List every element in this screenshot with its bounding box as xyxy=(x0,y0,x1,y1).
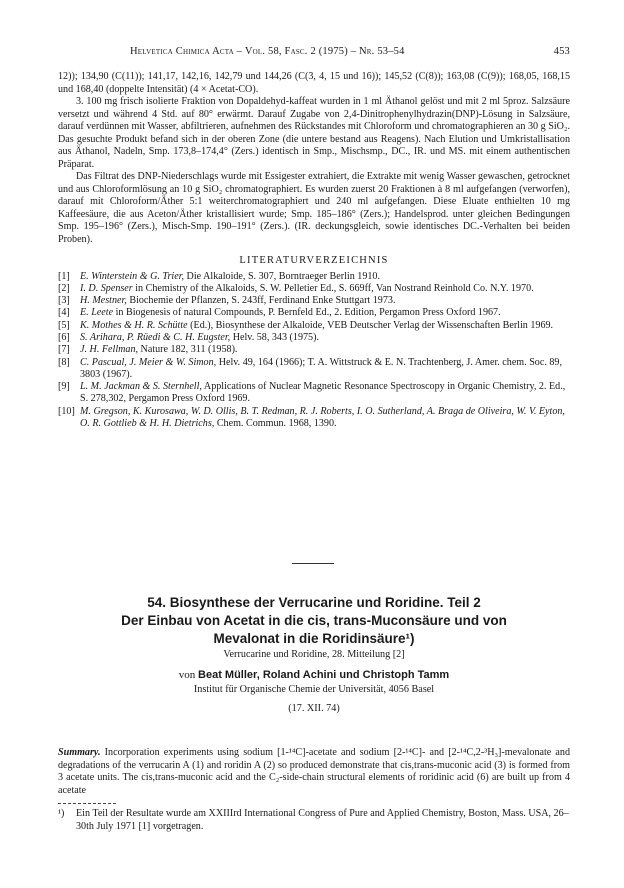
reference-number: [4] xyxy=(58,307,70,319)
reference-citation: in Biogenesis of natural Compounds, P. Bernfeld Ed., 2. Edition, Pergamon Press Oxford 1967. xyxy=(113,307,501,319)
journal-header: Helvetica Chimica Acta – Vol. 58, Fasc. 2 (1975) – Nr. 53–54 xyxy=(130,46,405,57)
reference-authors: S. Arihara, P. Rüedi & C. H. Eugster, xyxy=(80,331,231,343)
reference-number: [5] xyxy=(58,319,70,331)
reference-authors: H. Mestner, xyxy=(80,295,127,307)
summary-paragraph xyxy=(58,747,570,797)
reference-item xyxy=(58,357,570,382)
summary-label: Summary. xyxy=(58,747,101,758)
reference-citation: Nature 182, 311 (1958). xyxy=(138,344,238,356)
reference-item xyxy=(58,271,570,283)
reference-citation: Biochemie der Pflanzen, S. 243ff, Ferdinand Enke Stuttgart 1973. xyxy=(126,295,396,307)
footnote xyxy=(58,808,570,833)
footnote-text: Ein Teil der Resultate wurde am XXIIIrd International Congress of Pure and Applied Chemistry, Boston, Mass. USA, 26–30th July 1971 [1] vorgetragen. xyxy=(76,808,569,832)
reference-authors: I. D. Spenser xyxy=(80,282,133,294)
reference-authors: J. H. Fellman, xyxy=(80,344,139,356)
reference-number: [10] xyxy=(58,405,75,417)
reference-authors: E. Winterstein & G. Trier, xyxy=(80,270,185,282)
reference-item xyxy=(58,381,570,406)
article-header xyxy=(58,594,570,715)
reference-item xyxy=(58,332,570,344)
reference-citation: Applications of Nuclear Magnetic Resonance Spectroscopy in Organic Chemistry, 2. Ed., S. 278,302, Pergamon Press Oxford 1969. xyxy=(80,381,566,405)
von-text: von xyxy=(178,669,199,681)
reference-authors: K. Mothes & H. R. Schütte xyxy=(80,319,188,331)
reference-number: [6] xyxy=(58,331,70,343)
reference-citation: Die Alkaloide, S. 307, Borntraeger Berlin 1910. xyxy=(184,270,380,282)
summary-text: Incorporation experiments using sodium [1-¹⁴C]-acetate and sodium [2-¹⁴C]- and [2-¹⁴C,2-³H₃]-mevalonate and degradations of the verrucarin A (1) and roridin A (2) so produced demonstrate that cis,trans-muconic acid (3) is formed from 3 acetate units. The cis,trans-muconic acid and the C₂-side-chain structural elements of roridinic acid (6) are built up from 4 acetate xyxy=(58,747,570,796)
paragraph-filtrate: Das Filtrat des DNP-Niederschlags wurde mit Essigester extrahiert, die Extrakte mit wenig Wasser gewaschen, getrocknet und aus Chloroformlösung an 10 g SiO₂ chromatographiert. Es wurden zuerst 20 Fraktionen à 8 ml aufgefangen (verworfen), darauf mit Chloroform/Äther 5:1 weiterchromatographiert und 240 ml aufgefangen. Diese Eluate enthielten 10 mg Kaffeesäure, die aus Aceton/Äther kristallisiert wurde; Smp. 185–186° (Zers.); Handelsprod. unter gleichen Bedingungen Smp. 195–196° (Zers.), Misch-Smp. 190–191° (Zers.). (IR. deckungsgleich, sowie identisches DC.-Verhalten bei beiden Proben). xyxy=(58,171,570,245)
article-title-line-2: Der Einbau von Acetat in die cis, trans-Muconsäure und von xyxy=(121,613,507,628)
article-title-line-3: Mevalonat in die Roridinsäure¹) xyxy=(213,631,415,646)
reference-item xyxy=(58,295,570,307)
experimental-text xyxy=(58,71,570,430)
footnote-number: ¹) xyxy=(58,808,65,819)
reference-number: [8] xyxy=(58,356,70,368)
reference-item xyxy=(58,307,570,319)
reference-authors: E. Leete xyxy=(80,307,114,319)
reference-authors: M. Gregson, K. Kurosawa, W. D. Ollis, B. T. Redman, R. J. Roberts, I. O. Sutherland, A. Braga de Oliveira, W. V. Eyton, O. R. Gottlieb & H. H. Dietrichs, xyxy=(80,405,565,430)
institution: Institut für Organische Chemie der Universität, 4056 Basel xyxy=(193,684,435,695)
received-date: (17. XII. 74) xyxy=(288,703,340,714)
references-heading: LITERATURVERZEICHNIS xyxy=(239,255,389,266)
reference-item xyxy=(58,320,570,332)
reference-list xyxy=(58,271,570,431)
running-header xyxy=(58,46,570,62)
reference-item xyxy=(58,406,570,431)
article-subtitle: Verrucarine und Roridine, 28. Mitteilung [2] xyxy=(223,649,405,660)
reference-number: [1] xyxy=(58,270,70,282)
reference-citation: Chem. Commun. 1968, 1390. xyxy=(214,418,337,430)
page-number: 453 xyxy=(553,46,570,57)
section-divider xyxy=(292,563,334,564)
author-names: Beat Müller, Roland Achini und Christoph Tamm xyxy=(198,669,450,681)
paragraph-procedure-3: 3. 100 mg frisch isolierte Fraktion von Dopaldehyd-kaffeat wurden in 1 ml Äthanol gelöst und mit 2 ml 5proz. Salzsäure versetzt und während 4 Std. auf 80° erwärmt. Darauf Zugabe von 2,4-Dinitrophenylhydrazin(DNP)-Lösung in Salzsäure, darauf verdünnen mit Wasser, abfiltrieren, aufnehmen des Rückstandes mit Chloroform und chromatographieren an 30 g SiO₂. Das gesuchte Produkt befand sich in der oberen Zone (die untere bestand aus Reagens). Nach Elution und Umkristallisation aus Äthanol, Nadeln, Smp. 173,8–174,4° (Zers.) identisch in Smp., Mischsmp., DC., IR. und MS. mit einem authentischen Präparat. xyxy=(58,96,570,170)
reference-citation: (Ed.), Biosynthese der Alkaloide, VEB Deutscher Verlag der Wissenschaften Berlin 1969. xyxy=(187,319,554,331)
reference-number: [2] xyxy=(58,282,70,294)
reference-authors: C. Pascual, J. Meier & W. Simon, xyxy=(80,356,217,368)
author-line xyxy=(58,667,570,683)
reference-item xyxy=(58,283,570,295)
footnote-rule xyxy=(58,803,116,804)
reference-authors: L. M. Jackman & S. Sternhell, xyxy=(80,381,202,393)
reference-item xyxy=(58,344,570,356)
paragraph-nmr-data: 12)); 134,90 (C(11)); 141,17, 142,16, 142,79 und 144,26 (C(3, 4, 15 und 16)); 145,52 (C(8)); 163,08 (C(9)); 168,05, 168,15 und 168,40 (doppelte Intensität) (4 × Acetat-CO). xyxy=(58,71,570,95)
reference-citation: in Chemistry of the Alkaloids, S. W. Pelletier Ed., S. 669ff, Van Nostrand Reinhold Co. N.Y. 1970. xyxy=(132,282,534,294)
reference-number: [9] xyxy=(58,381,70,393)
reference-number: [7] xyxy=(58,344,70,356)
reference-citation: Helv. 49, 164 (1966); T. A. Wittstruck & E. N. Trachtenberg, J. Amer. chem. Soc. 89, 3803 (1967). xyxy=(80,356,563,380)
reference-citation: Helv. 58, 343 (1975). xyxy=(230,331,319,343)
reference-number: [3] xyxy=(58,295,70,307)
article-title: 54. Biosynthese der Verrucarine und Roridine. Teil 2 xyxy=(147,595,481,610)
